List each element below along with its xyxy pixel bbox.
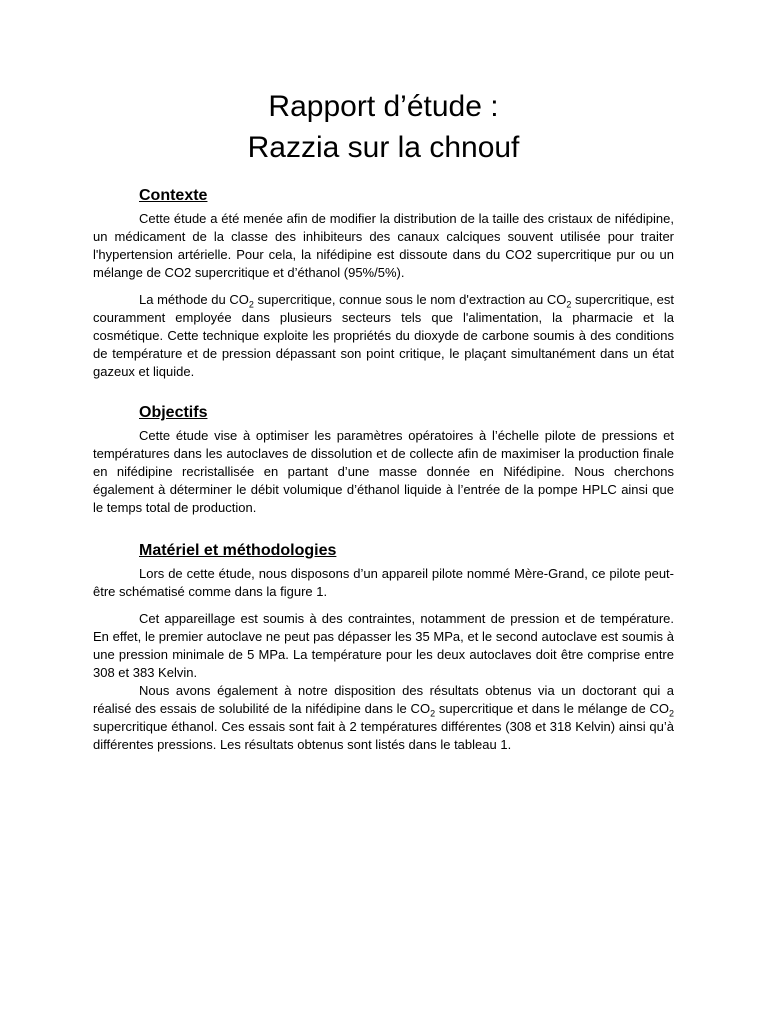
paragraph-materiel-2: Cet appareillage est soumis à des contraintes, notamment de pression et de température. En effet, le premier autoclave ne peut pas dépasser les 35 MPa, et le second autoclave est soumis à une pression minimale de 5 MPa. La température pour les deux autoclaves doit être comprise entre 308 et 383 Kelvin. — [93, 611, 674, 680]
paragraph-contexte-1: Cette étude a été menée afin de modifier la distribution de la taille des cristaux de nifédipine, un médicament de la classe des inhibiteurs des canaux calciques souvent utilisée pour traiter l'hypertension artérielle. Pour cela, la nifédipine est dissoute dans du CO2 supercritique pur ou un mélange de CO2 supercritique et d’éthanol (95%/5%). — [93, 211, 674, 280]
section-contexte — [93, 186, 674, 381]
paragraph-materiel-1: Lors de cette étude, nous disposons d’un appareil pilote nommé Mère-Grand, ce pilote peut-être schématisé comme dans la figure 1. — [93, 566, 674, 599]
heading-objectifs: Objectifs — [139, 404, 208, 421]
paragraph-contexte-2: La méthode du $CO_2$ supercritique, connue sous le nom d'extraction au $CO_2$ supercritique, est couramment employée dans plusieurs secteurs tels que l'alimentation, la pharmacie et la cosmétique. Cette technique exploite les propriétés du dioxyde de carbone soumis à des conditions de température et de pression dépassant son point critique, le plaçant simultanément dans un état gazeux et liquide. — [93, 292, 674, 379]
paragraph-objectifs-1: Cette étude vise à optimiser les paramètres opératoires à l’échelle pilote de pressions et températures dans les autoclaves de dissolution et de collecte afin de maximiser la production finale en nifédipine recristallisée en partant d’une masse donnée en Nifédipine. Nous cherchons également à déterminer le débit volumique d’éthanol liquide à l’entrée de la pompe HPLC ainsi que le temps total de production. — [93, 428, 674, 515]
section-objectifs — [93, 403, 674, 517]
heading-materiel: Matériel et méthodologies — [139, 542, 337, 559]
paragraph-materiel-3: Nous avons également à notre disposition des résultats obtenus via un doctorant qui a réalisé des essais de solubilité de la nifédipine dans le $CO_2$ supercritique et dans le mélange de $CO_2$ supercritique éthanol. Ces essais sont fait à 2 températures différentes (308 et 318 Kelvin) ainsi qu’à différentes pressions. Les résultats obtenus sont listés dans le tableau 1. — [93, 683, 675, 752]
section-materiel — [93, 541, 674, 754]
title-line-1: Rapport d’étude : — [268, 90, 499, 123]
document-title — [93, 86, 674, 168]
heading-contexte: Contexte — [139, 187, 208, 204]
title-line-2: Razzia sur la chnouf — [247, 131, 520, 164]
